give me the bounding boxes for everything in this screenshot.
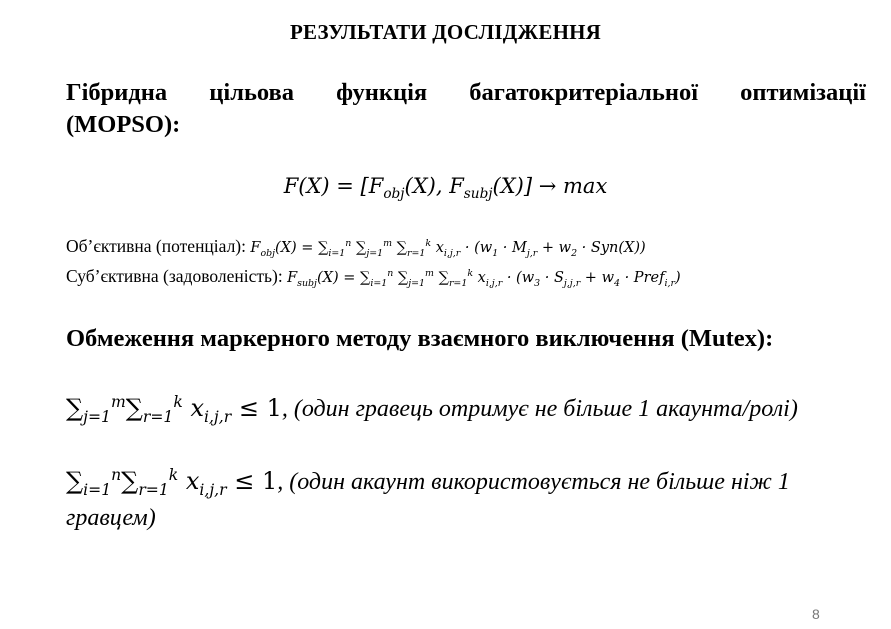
subjective-label: Суб’єктивна (задоволеність): (66, 266, 283, 286)
objective-label: Об’єктивна (потенціал): (66, 236, 246, 256)
heading-line-1: Гібридна цільова функція багатокритеріальної оптимізації (66, 79, 866, 106)
subjective-formula: $F_{subj}(X) = \sum_{i=1}^n$ $\sum_{j=1}^m$ $\sum_{r=1}^k$ $x_{i,j,r} \cdot (w_3 \cdot S_{j,j,r} + w_4$ · Pref$_{i,r}$) (287, 268, 681, 289)
heading-line-2: (MOPSO): (66, 111, 181, 138)
constraint-player (66, 390, 856, 427)
main-formula: $F(X) = [F_{obj}(X)$, $F_{subj}(X)] \to \max$ (283, 174, 608, 203)
constraint-account (66, 463, 856, 536)
constraint-player-formula: $\sum_{j=1}^m\sum_{r=1}^k$ $x_{i,j,r} \le 1$ (66, 393, 282, 426)
objective-definition (66, 236, 866, 257)
mutex-constraints-heading: Обмеження маркерного методу взаємного виключення (Mutex): (66, 325, 774, 352)
objective-formula: $F_{obj}(X) = \sum_{i=1}^n$ $\sum_{j=1}^m$ $\sum_{r=1}^k$ $x_{i,j,r} \cdot (w_1 \cdot M_{j,r} + w_2 \cdot Syn(X))$ (250, 238, 646, 259)
slide-title: РЕЗУЛЬТАТИ ДОСЛІДЖЕННЯ (289, 20, 602, 44)
constraint-player-description: , (один гравець отримує не більше 1 акаунта/ролі) (281, 396, 798, 422)
constraint-account-description: , (один акаунт використовується не більше ніж 1 гравцем) (66, 469, 790, 531)
subjective-definition (66, 266, 866, 287)
constraint-account-formula: $\sum_{i=1}^n\sum_{r=1}^k$ $x_{i,j,r} \le 1$ (66, 466, 278, 499)
objective-function-heading (66, 77, 866, 141)
page-number: 8 (812, 606, 820, 622)
